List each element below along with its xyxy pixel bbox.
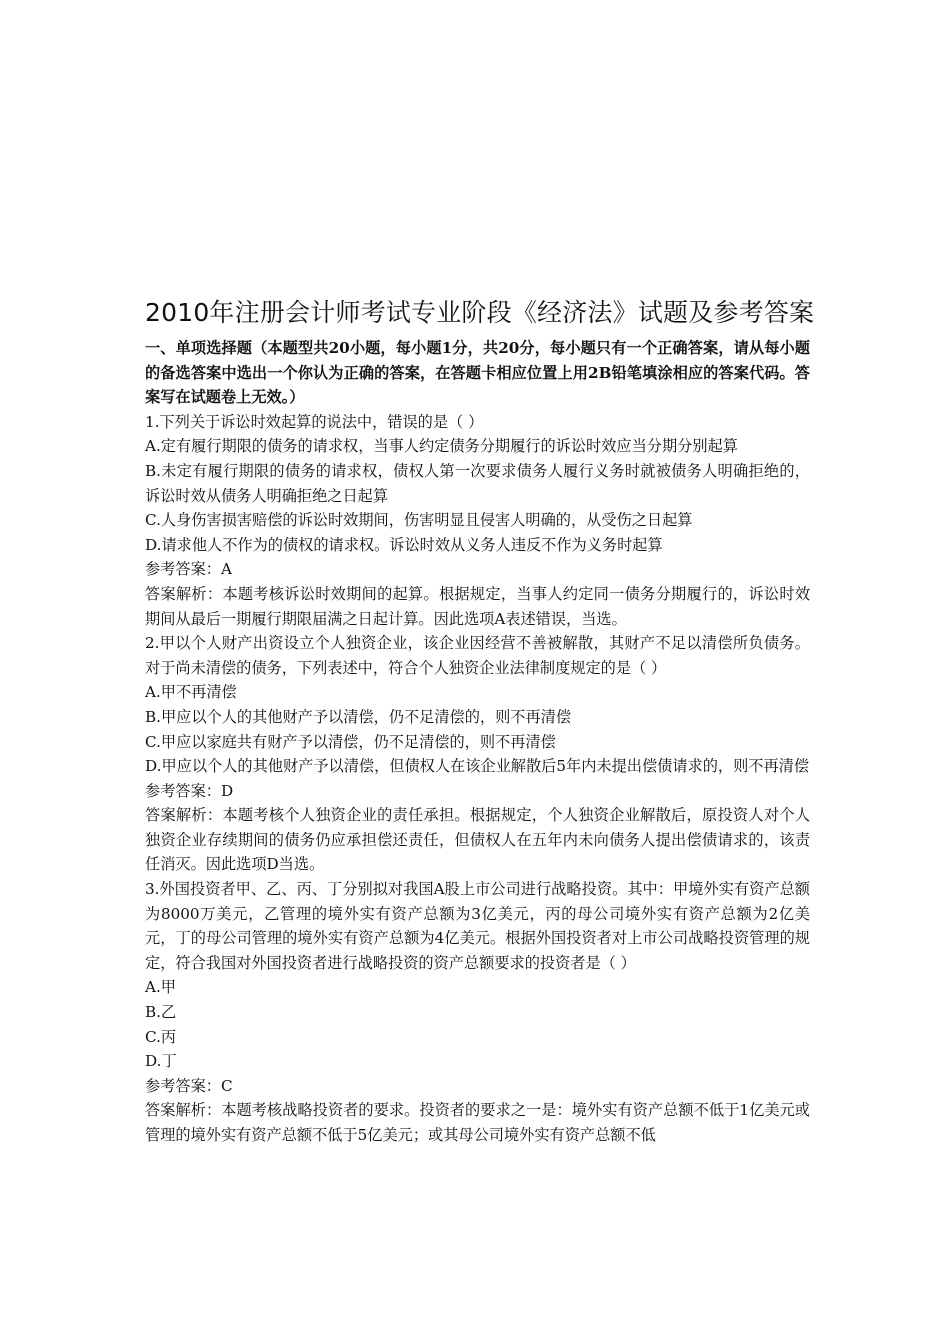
answer-analysis: 答案解析：本题考核诉讼时效期间的起算。根据规定，当事人约定同一债务分期履行的，诉讼时效期间从最后一期履行期限届满之日起计算。因此选项A表述错误，当选。 — [145, 584, 810, 628]
option-d: D.请求他人不作为的债权的请求权。诉讼时效从义务人违反不作为义务时起算 — [145, 535, 663, 554]
question-stem: 1.下列关于诉讼时效起算的说法中，错误的是（ ） — [145, 412, 484, 431]
option-b: B.未定有履行期限的债务的请求权，债权人第一次要求债务人履行义务时就被债务人明确拒绝的，诉讼时效从债务人明确拒绝之日起算 — [145, 461, 810, 505]
option-a: A.甲不再清偿 — [145, 683, 237, 702]
document-body — [145, 296, 815, 1148]
option-a: A.甲 — [145, 978, 176, 997]
reference-answer: 参考答案：D — [145, 781, 234, 800]
option-d: D.甲应以个人的其他财产予以清偿，但债权人在该企业解散后5年内未提出偿债请求的，则不再清偿 — [145, 757, 810, 776]
option-c: C.人身伤害损害赔偿的诉讼时效期间，伤害明显且侵害人明确的，从受伤之日起算 — [145, 511, 693, 530]
document-title: 2010年注册会计师考试专业阶段《经济法》试题及参考答案 — [145, 298, 815, 327]
option-c: C.丙 — [145, 1027, 177, 1046]
option-a: A.定有履行期限的债务的请求权，当事人约定债务分期履行的诉讼时效应当分期分别起算 — [145, 437, 738, 456]
section-heading: 一、单项选择题（本题型共20小题，每小题1分，共20分，每小题只有一个正确答案，请从每小题的备选答案中选出一个你认为正确的答案，在答题卡相应位置上用2B铅笔填涂相应的答案代码。答案写在试题卷上无效。） — [145, 339, 810, 407]
reference-answer: 参考答案：C — [145, 1076, 233, 1095]
reference-answer: 参考答案：A — [145, 560, 232, 579]
option-b: B.乙 — [145, 1003, 177, 1022]
answer-analysis: 答案解析：本题考核个人独资企业的责任承担。根据规定，个人独资企业解散后，原投资人对个人独资企业存续期间的债务仍应承担偿还责任，但债权人在五年内未向债务人提出偿债请求的，该责任消灭。因此选项D当选。 — [145, 806, 810, 874]
question-stem: 3.外国投资者甲、乙、丙、丁分别拟对我国A股上市公司进行战略投资。其中：甲境外实有资产总额为8000万美元，乙管理的境外实有资产总额为3亿美元，丙的母公司境外实有资产总额为2亿美 元，丁的母公司管理的境外实有资产总额为4亿美元。根据外国投资者对上市公司战略投资管理的规定，符合我国对外国投资者进行战略投资的资产总额要求的投资者是（ ） — [145, 880, 810, 972]
option-c: C.甲应以家庭共有财产予以清偿，仍不足清偿的，则不再清偿 — [145, 732, 556, 751]
question-2 — [145, 631, 810, 877]
question-3 — [145, 877, 810, 1148]
question-1 — [145, 410, 810, 631]
question-stem: 2.甲以个人财产出资设立个人独资企业，该企业因经营不善被解散，其财产不足以清偿所负债务。对于尚未清偿的债务，下列表述中，符合个人独资企业法律制度规定的是（ ） — [145, 634, 810, 677]
answer-analysis: 答案解析：本题考核战略投资者的要求。投资者的要求之一是：境外实有资产总额不低于1亿美元或管理的境外实有资产总额不低于5亿美元；或其母公司境外实有资产总额不低 — [145, 1101, 810, 1144]
option-b: B.甲应以个人的其他财产予以清偿，仍不足清偿的，则不再清偿 — [145, 707, 572, 726]
option-d: D.丁 — [145, 1052, 177, 1071]
